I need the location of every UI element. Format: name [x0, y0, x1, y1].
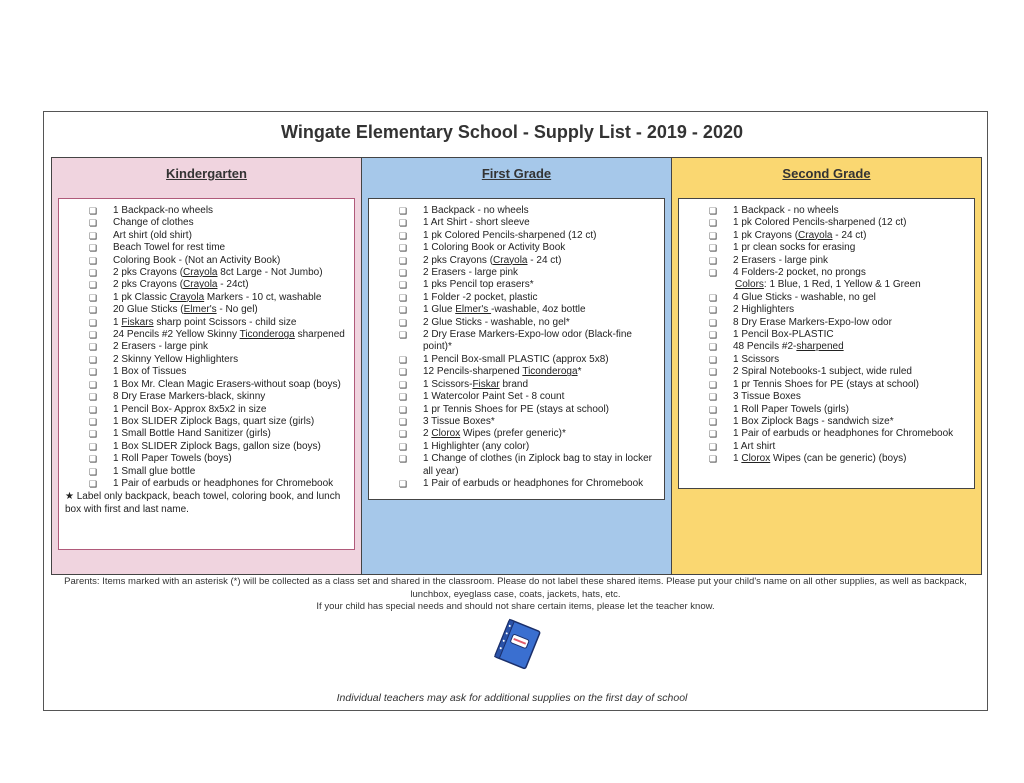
supply-item: [685, 428, 970, 440]
supply-item: [375, 428, 660, 440]
supply-item: [65, 416, 350, 428]
item-text: 1 Small Bottle Hand Sanitizer (girls): [113, 428, 271, 440]
item-text: 1 pr Tennis Shoes for PE (stays at school): [423, 403, 610, 415]
checkbox-icon: ❏: [399, 441, 408, 452]
checkbox-icon: ❏: [709, 342, 718, 353]
checkbox-icon: ❏: [399, 454, 408, 465]
item-text: 2 Highlighters: [733, 304, 795, 316]
supply-item: [65, 441, 350, 453]
item-text: -washable, 4oz bottle: [491, 304, 586, 316]
item-text: 2 Skinny Yellow Highlighters: [113, 353, 239, 365]
item-text: Wipes (prefer generic)*: [460, 428, 566, 440]
checkbox-icon: ❏: [399, 478, 408, 489]
item-text: Art shirt (old shirt): [113, 229, 192, 241]
item-text: 1 Pair of earbuds or headphones for Chromebook: [423, 477, 644, 489]
item-text: 1 pk Colored Pencils-sharpened (12 ct): [423, 229, 597, 241]
supply-item: [65, 230, 350, 242]
supply-item: [65, 453, 350, 465]
brand-name: Clorox: [741, 453, 771, 465]
checkbox-icon: ❏: [709, 268, 718, 279]
item-text: 8 Dry Erase Markers-Expo-low odor: [733, 316, 892, 328]
item-text: - 24 ct): [527, 254, 562, 266]
checkbox-icon: ❏: [89, 441, 98, 452]
supply-item: [375, 404, 660, 416]
parents-note: Parents: Items marked with an asterisk (*) will be collected as a class set and shared in the classroom. Please do not label these shared items. Please put your child's name on all other supplies, as well as backpack, lunchbox, eyeglass case, coats, jackets, hats, etc.: [64, 576, 967, 600]
checkbox-icon: ❏: [89, 466, 98, 477]
checkbox-icon: ❏: [89, 367, 98, 378]
checkbox-icon: ❏: [89, 317, 98, 328]
first-grade-list: [375, 205, 660, 490]
checkbox-icon: ❏: [399, 305, 408, 316]
item-text: 1 Backpack - no wheels: [423, 205, 529, 216]
brand-name: Fiskars: [121, 316, 154, 328]
brand-name: Ticonderoga: [239, 329, 295, 341]
item-text: 1 Folder -2 pocket, plastic: [423, 291, 538, 303]
supply-item: [375, 217, 660, 229]
supply-item: [685, 304, 970, 316]
checkbox-icon: ❏: [399, 230, 408, 241]
checkbox-icon: ❏: [709, 392, 718, 403]
supply-item: [375, 230, 660, 242]
checkbox-icon: ❏: [709, 379, 718, 390]
checkbox-icon: ❏: [89, 218, 98, 229]
item-text: 1 Box SLIDER Ziplock Bags, quart size (girls): [113, 415, 315, 427]
supply-item: [375, 292, 660, 304]
supply-item: [685, 217, 970, 229]
supply-item: [375, 279, 660, 291]
supply-item: [375, 478, 660, 490]
item-text: 1 Scissors: [733, 353, 780, 365]
item-text: 1 Box Ziplock Bags - sandwich size*: [733, 415, 894, 427]
first-grade-list-box: [368, 198, 665, 500]
supply-item: [65, 391, 350, 403]
supply-item: [685, 354, 970, 366]
supply-item: [375, 255, 660, 267]
item-text: *: [577, 366, 582, 378]
second-grade-list: [685, 205, 970, 466]
item-text: sharpened: [294, 329, 345, 341]
item-text: 1 Backpack - no wheels: [733, 205, 839, 216]
item-text: 1 Scissors-: [423, 378, 473, 390]
supply-item: [685, 230, 970, 242]
item-text: - No gel): [216, 304, 258, 316]
kindergarten-column: [51, 157, 362, 575]
checkbox-icon: ❏: [399, 416, 408, 427]
supply-item: [65, 304, 350, 316]
checkbox-icon: ❏: [709, 404, 718, 415]
checkbox-icon: ❏: [89, 379, 98, 390]
brand-name: Crayola: [183, 279, 218, 291]
checkbox-icon: ❏: [399, 404, 408, 415]
brand-name: Colors: [735, 279, 764, 291]
kindergarten-list-box: [58, 198, 355, 550]
brand-name: sharpened: [796, 341, 844, 353]
supply-item: [685, 404, 970, 416]
item-text: 1 Pair of earbuds or headphones for Chromebook: [733, 428, 954, 440]
supply-item: [685, 205, 970, 217]
checkbox-icon: ❏: [399, 330, 408, 341]
supply-item: [375, 205, 660, 217]
checkbox-icon: ❏: [399, 218, 408, 229]
item-text: 2 pks Crayons (: [113, 279, 184, 291]
checkbox-icon: ❏: [399, 379, 408, 390]
item-text: Markers - 10 ct, washable: [204, 291, 322, 303]
item-text: 8ct Large - Not Jumbo): [217, 267, 323, 279]
supply-item: [65, 404, 350, 416]
checkbox-icon: ❏: [709, 218, 718, 229]
checkbox-icon: ❏: [89, 330, 98, 341]
item-text: 2: [423, 428, 432, 440]
supply-item: [685, 292, 970, 304]
item-text: 1 Pencil Box-small PLASTIC (approx 5x8): [423, 353, 609, 365]
supply-item: [685, 317, 970, 329]
item-text: 2 pks Crayons (: [113, 267, 184, 279]
item-text: 1 Pair of earbuds or headphones for Chromebook: [113, 477, 334, 489]
supply-item: [65, 379, 350, 391]
item-text: Change of clothes: [113, 217, 194, 229]
checkbox-icon: ❏: [709, 305, 718, 316]
brand-name: Crayola: [183, 267, 218, 279]
supply-item: [65, 242, 350, 254]
checkbox-icon: ❏: [709, 330, 718, 341]
checkbox-icon: ❏: [399, 354, 408, 365]
supply-item: [685, 379, 970, 391]
item-text: sharp point Scissors - child size: [153, 316, 297, 328]
checkbox-icon: ❏: [709, 243, 718, 254]
checkbox-icon: ❏: [89, 230, 98, 241]
supply-item: [375, 441, 660, 453]
supply-item: [375, 329, 660, 354]
kindergarten-label-note: ★ Label only backpack, beach towel, coloring book, and lunch box with first and last name.: [65, 491, 341, 515]
first-grade-column: [361, 157, 672, 575]
checkbox-icon: ❏: [709, 354, 718, 365]
supply-item: [65, 205, 350, 217]
item-text: 8 Dry Erase Markers-black, skinny: [113, 391, 266, 403]
item-text: Wipes (can be generic) (boys): [770, 453, 907, 465]
brand-name: Ticonderoga: [522, 366, 578, 378]
item-text: 1 pr clean socks for erasing: [733, 242, 856, 254]
brand-name: Crayola: [798, 229, 833, 241]
checkbox-icon: ❏: [399, 280, 408, 291]
checkbox-icon: ❏: [399, 429, 408, 440]
supply-item: [375, 366, 660, 378]
item-text: 1 pks Pencil top erasers*: [423, 279, 534, 291]
supply-item: [375, 354, 660, 366]
supply-item: [65, 466, 350, 478]
item-text: 12 Pencils-sharpened: [423, 366, 523, 378]
item-text: 1 Highlighter (any color): [423, 440, 530, 452]
checkbox-icon: ❏: [709, 416, 718, 427]
item-text: 1: [733, 453, 742, 465]
supply-item: [65, 341, 350, 353]
brand-name: Elmer's: [183, 304, 217, 316]
supply-item: [685, 453, 970, 465]
kindergarten-list: [65, 205, 350, 490]
item-text: 1 Glue: [423, 304, 456, 316]
item-text: 48 Pencils #2-: [733, 341, 797, 353]
item-text: 1 Change of clothes (in Ziplock bag to stay in locker all year): [423, 453, 653, 477]
item-text: 1 Roll Paper Towels (girls): [733, 403, 849, 415]
item-text: 2 Erasers - large pink: [733, 254, 829, 266]
item-text: 1 Pencil Box-PLASTIC: [733, 329, 834, 341]
item-text: - 24 ct): [832, 229, 867, 241]
supply-item: [685, 329, 970, 341]
item-text: 1 pk Crayons (: [733, 229, 799, 241]
item-text: 1 Art shirt: [733, 440, 776, 452]
item-text: 1 Pencil Box- Approx 8x5x2 in size: [113, 403, 267, 415]
item-text: brand: [499, 378, 529, 390]
second-grade-heading: Second Grade: [782, 166, 871, 181]
item-text: : 1 Blue, 1 Red, 1 Yellow & 1 Green: [763, 279, 921, 291]
checkbox-icon: ❏: [399, 292, 408, 303]
kindergarten-heading: Kindergarten: [166, 166, 247, 181]
checkbox-icon: ❏: [89, 280, 98, 291]
item-text: 1 Watercolor Paint Set - 8 count: [423, 391, 565, 403]
supply-item: [685, 242, 970, 254]
checkbox-icon: ❏: [399, 206, 408, 216]
checkbox-icon: ❏: [89, 206, 98, 216]
checkbox-icon: ❏: [89, 255, 98, 266]
item-text: 1 Backpack-no wheels: [113, 205, 214, 216]
item-text: 2 Erasers - large pink: [113, 341, 209, 353]
checkbox-icon: ❏: [399, 268, 408, 279]
item-text: 20 Glue Sticks (: [113, 304, 184, 316]
item-text: 1 pk Classic: [113, 291, 170, 303]
checkbox-icon: ❏: [399, 367, 408, 378]
item-text: 4 Glue Sticks - washable, no gel: [733, 291, 876, 303]
checkbox-icon: ❏: [709, 230, 718, 241]
checkbox-icon: ❏: [89, 429, 98, 440]
checkbox-icon: ❏: [89, 243, 98, 254]
brand-name: Crayola: [493, 254, 528, 266]
checkbox-icon: ❏: [709, 317, 718, 328]
supply-item: [685, 416, 970, 428]
checkbox-icon: ❏: [709, 206, 718, 216]
checkbox-icon: ❏: [709, 255, 718, 266]
item-text: 1 pk Colored Pencils-sharpened (12 ct): [733, 217, 907, 229]
item-text: 2 Erasers - large pink: [423, 267, 519, 279]
item-text: 1 Box of Tissues: [113, 366, 187, 378]
item-text: 3 Tissue Boxes*: [423, 415, 495, 427]
supply-item: [685, 267, 970, 279]
second-grade-list-box: [678, 198, 975, 489]
checkbox-icon: ❏: [89, 392, 98, 403]
checkbox-icon: ❏: [89, 342, 98, 353]
checkbox-icon: ❏: [709, 441, 718, 452]
supply-item: [375, 317, 660, 329]
supply-item: [375, 379, 660, 391]
checkbox-icon: ❏: [89, 305, 98, 316]
checkbox-icon: ❏: [89, 404, 98, 415]
item-text: 3 Tissue Boxes: [733, 391, 801, 403]
item-text: 1 pr Tennis Shoes for PE (stays at school): [733, 378, 920, 390]
brand-name: Fiskar: [472, 378, 500, 390]
first-grade-heading: First Grade: [481, 166, 552, 181]
supply-item: [685, 391, 970, 403]
supply-item: [65, 366, 350, 378]
item-text: 24 Pencils #2 Yellow Skinny: [113, 329, 240, 341]
item-text: - 24ct): [217, 279, 249, 291]
checkbox-icon: ❏: [399, 317, 408, 328]
item-text: 1 Small glue bottle: [113, 465, 196, 477]
supply-item: [65, 428, 350, 440]
checkbox-icon: ❏: [709, 454, 718, 465]
item-text: 2 Glue Sticks - washable, no gel*: [423, 316, 570, 328]
item-text: Coloring Book - (Not an Activity Book): [113, 254, 281, 266]
supply-item: [65, 255, 350, 267]
item-text: 1 Coloring Book or Activity Book: [423, 242, 566, 254]
brand-name: Elmer's: [455, 304, 492, 316]
checkbox-icon: ❏: [399, 392, 408, 403]
supply-item: [375, 267, 660, 279]
item-text: 1 Art Shirt - short sleeve: [423, 217, 530, 229]
supply-item: [685, 341, 970, 353]
checkbox-icon: ❏: [709, 429, 718, 440]
checkbox-icon: ❏: [709, 367, 718, 378]
item-text: 1: [113, 316, 122, 328]
special-needs-note: If your child has special needs and should not share certain items, please let the teacher know.: [316, 601, 715, 612]
supply-item: [65, 279, 350, 291]
supply-item: [375, 304, 660, 316]
brand-name: Clorox: [431, 428, 461, 440]
checkbox-icon: ❏: [709, 292, 718, 303]
supply-item: [375, 242, 660, 254]
item-text: 2 Spiral Notebooks-1 subject, wide ruled: [733, 366, 912, 378]
supply-item: [65, 217, 350, 229]
item-text: 2 pks Crayons (: [423, 254, 494, 266]
item-text: 1 Roll Paper Towels (boys): [113, 453, 232, 465]
supply-item: [65, 329, 350, 341]
supply-item: [65, 478, 350, 490]
checkbox-icon: ❏: [89, 268, 98, 279]
supply-item: [375, 453, 660, 478]
supply-item: [685, 255, 970, 267]
brand-name: Crayola: [169, 291, 205, 303]
page-title: Wingate Elementary School - Supply List - 2019 - 2020: [281, 122, 743, 142]
supply-item: [65, 292, 350, 304]
checkbox-icon: ❏: [399, 255, 408, 266]
item-text: 1 Box SLIDER Ziplock Bags, gallon size (boys): [113, 440, 321, 452]
supply-item: [375, 391, 660, 403]
supply-item: [685, 279, 970, 291]
item-text: 2 Dry Erase Markers-Expo-low odor (Black-fine point)*: [423, 329, 632, 353]
supply-item: [65, 267, 350, 279]
supply-item: [65, 317, 350, 329]
supply-item: [685, 366, 970, 378]
notebook-icon: [488, 616, 546, 672]
checkbox-icon: ❏: [89, 416, 98, 427]
second-grade-column: [671, 157, 982, 575]
supply-item: [375, 416, 660, 428]
checkbox-icon: ❏: [89, 478, 98, 489]
item-text: 1 Box Mr. Clean Magic Erasers-without soap (boys): [113, 378, 341, 390]
checkbox-icon: ❏: [399, 243, 408, 254]
supply-item: [65, 354, 350, 366]
item-text: 4 Folders-2 pocket, no prongs: [733, 267, 866, 279]
supply-item: [685, 441, 970, 453]
checkbox-icon: ❏: [89, 454, 98, 465]
checkbox-icon: ❏: [89, 354, 98, 365]
item-text: Beach Towel for rest time: [113, 242, 226, 254]
teachers-note: Individual teachers may ask for additional supplies on the first day of school: [336, 692, 688, 704]
checkbox-icon: ❏: [89, 292, 98, 303]
